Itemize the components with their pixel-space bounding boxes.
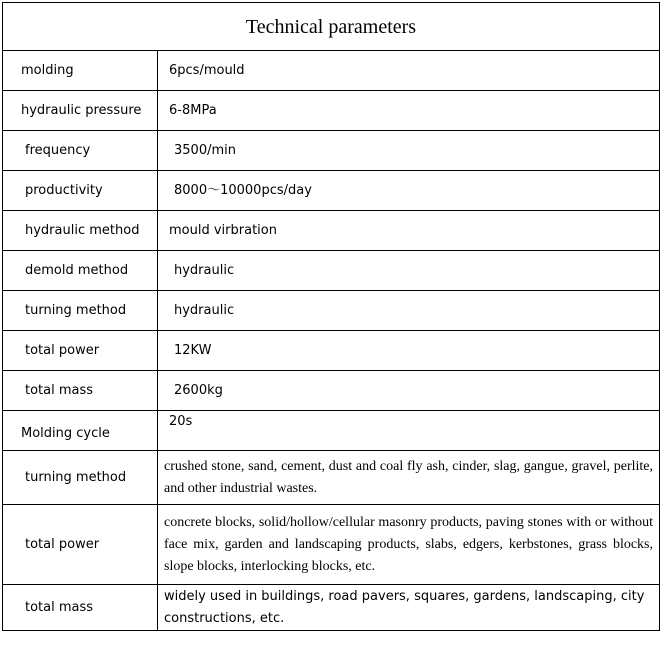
- param-label: total mass: [3, 371, 158, 411]
- param-label: hydraulic method: [3, 211, 158, 251]
- table-row: [3, 451, 660, 505]
- table-row: [3, 171, 660, 211]
- param-value: mould virbration: [158, 211, 660, 251]
- param-value: 2600kg: [158, 371, 660, 411]
- table-row: [3, 131, 660, 171]
- param-label: Molding cycle: [3, 411, 158, 451]
- table-row: [3, 411, 660, 451]
- table-row: [3, 211, 660, 251]
- table-title-row: [3, 3, 660, 51]
- param-value: 6-8MPa: [158, 91, 660, 131]
- table-title: Technical parameters: [3, 3, 660, 51]
- param-label: total power: [3, 505, 158, 585]
- technical-parameters-table: [2, 2, 660, 631]
- param-label: demold method: [3, 251, 158, 291]
- param-label: total mass: [3, 585, 158, 631]
- param-label: productivity: [3, 171, 158, 211]
- table-row: [3, 251, 660, 291]
- param-value: hydraulic: [158, 291, 660, 331]
- param-value: widely used in buildings, road pavers, squares, gardens, landscaping, city constructions, etc.: [158, 585, 660, 631]
- table-row: [3, 91, 660, 131]
- param-label: molding: [3, 51, 158, 91]
- table-row: [3, 291, 660, 331]
- param-value: 3500/min: [158, 131, 660, 171]
- param-label: hydraulic pressure: [3, 91, 158, 131]
- table-row: [3, 585, 660, 631]
- param-label: turning method: [3, 451, 158, 505]
- table-row: [3, 51, 660, 91]
- param-value: concrete blocks, solid/hollow/cellular masonry products, paving stones with or without face mix, garden and landscaping products, slabs, edgers, kerbstones, grass blocks, slope blocks, interlocking blocks, etc.: [158, 505, 660, 585]
- param-value: hydraulic: [158, 251, 660, 291]
- table-row: [3, 331, 660, 371]
- param-value: 6pcs/mould: [158, 51, 660, 91]
- table-row: [3, 505, 660, 585]
- param-label: turning method: [3, 291, 158, 331]
- param-value: 12KW: [158, 331, 660, 371]
- param-value: 20s: [158, 411, 660, 451]
- param-label: total power: [3, 331, 158, 371]
- param-label: frequency: [3, 131, 158, 171]
- param-value: 8000～10000pcs/day: [158, 171, 660, 211]
- table-row: [3, 371, 660, 411]
- param-value: crushed stone, sand, cement, dust and coal fly ash, cinder, slag, gangue, gravel, perlite, and other industrial wastes.: [158, 451, 660, 505]
